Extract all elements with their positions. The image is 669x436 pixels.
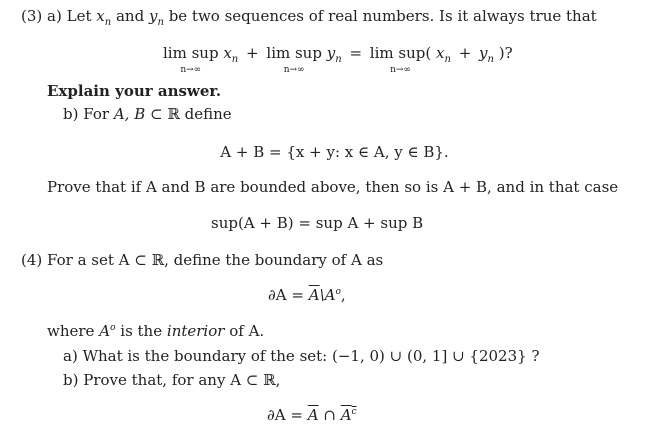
- var-x: x: [96, 7, 105, 25]
- where-a: A: [99, 322, 111, 340]
- interior-word: interior: [166, 322, 225, 340]
- q3b-subset: ⊂ ℝ define: [150, 105, 232, 123]
- def-a-plus-b: A + B = {x + y: x ∈ A, y ∈ B}.: [220, 143, 449, 161]
- q3b-line: [63, 107, 232, 122]
- q3-intro-line: [21, 9, 597, 28]
- limsup-2: lim sup: [266, 44, 322, 62]
- q3a-text-let: Let: [66, 7, 92, 25]
- limit-sub-3: n→∞: [390, 65, 411, 75]
- is-the: is the: [120, 322, 163, 340]
- limsup-term-1: [163, 44, 219, 75]
- complement-sup: c: [351, 407, 357, 417]
- sup-equation: sup(A + B) = sup A + sup B: [211, 214, 424, 232]
- limit-sub-2: n→∞: [283, 65, 305, 75]
- eq-sub-n-3: n: [444, 54, 451, 65]
- q3a-label: a): [47, 7, 62, 25]
- closure-a-2: $\overline{A}$: [307, 406, 319, 424]
- final-equation: [267, 408, 357, 423]
- eq-sub-n-4: n: [487, 54, 494, 65]
- eq-sub-n-1: n: [231, 54, 239, 65]
- interior-sup: o: [335, 287, 341, 297]
- boundary-comma: ,: [340, 286, 346, 304]
- eq-sub-n-2: n: [335, 54, 342, 65]
- limsup-equation: [163, 44, 513, 75]
- limsup-3: lim sup(: [369, 44, 432, 62]
- explain-answer: Explain your answer.: [47, 82, 222, 100]
- q4b-question: b) Prove that, for any A ⊂ ℝ,: [63, 371, 281, 389]
- q4-intro-line: [21, 253, 383, 268]
- prove-bounded: Prove that if A and B are bounded above, then so is A + B, and in that case: [47, 178, 619, 196]
- q4-intro: For a set A ⊂ ℝ, define the boundary of A as: [47, 251, 384, 269]
- where-sup: o: [110, 323, 116, 333]
- plus-2: +: [458, 44, 472, 62]
- limsup-close: )?: [498, 44, 513, 62]
- eq-y: y: [326, 44, 336, 62]
- boundary-lhs: ∂A =: [268, 286, 304, 304]
- q4a-question: a) What is the boundary of the set: (−1, 0) ∪ (0, 1] ∪ {2023} ?: [63, 347, 540, 365]
- eq-x-2: x: [435, 44, 445, 62]
- boundary-definition: [268, 288, 346, 303]
- plus-1: +: [246, 44, 259, 62]
- closure-a-c: A: [340, 406, 352, 424]
- var-y: y: [148, 7, 158, 25]
- limit-sub-1: n→∞: [180, 65, 202, 75]
- limsup-1: lim sup: [163, 44, 219, 62]
- q3b-label: b): [63, 105, 79, 123]
- interior-note: [47, 324, 264, 339]
- q3b-sets: A, B: [113, 105, 146, 123]
- where-word: where: [47, 322, 95, 340]
- word-and: and: [115, 7, 145, 25]
- of-a: of A.: [229, 322, 265, 340]
- q3b-text: For: [83, 105, 110, 123]
- intersection: ∩: [323, 406, 336, 424]
- limsup-term-2: [266, 44, 322, 75]
- boundary-minus-a: \A: [319, 286, 336, 304]
- eq-y-2: y: [479, 44, 488, 62]
- final-lhs: ∂A =: [267, 406, 303, 424]
- equals-1: =: [349, 44, 363, 62]
- q3a-text-rest: be two sequences of real numbers. Is it always true that: [168, 7, 597, 25]
- closure-a: $\overline{A}$: [308, 286, 320, 304]
- sub-n-2: n: [157, 17, 164, 28]
- eq-x: x: [223, 44, 232, 62]
- q4-label: (4): [21, 251, 43, 269]
- limsup-term-3: [370, 44, 431, 75]
- q3-label: (3): [21, 7, 43, 25]
- sub-n: n: [104, 17, 112, 28]
